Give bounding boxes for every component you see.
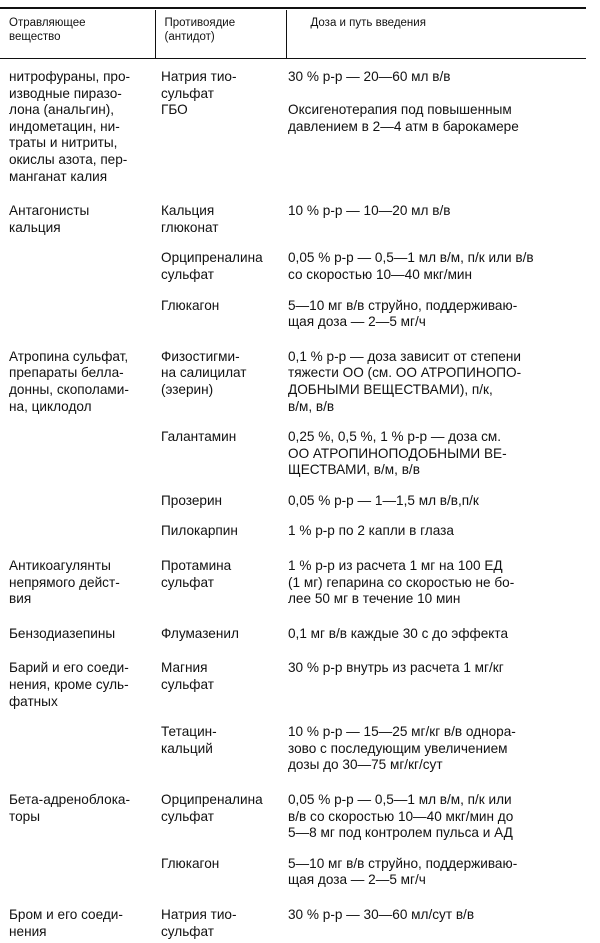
agent-cell: [0, 418, 155, 482]
antidote-cell: Магния сульфат: [161, 660, 214, 693]
agent-cell: нитрофураны, про- изводные пиразо- лона (анальгин), индометацин, ни- траты и нитриты, окислы азота, пер- манганат калия: [9, 69, 131, 184]
agent-cell: Бета-адреноблока- торы: [9, 792, 131, 824]
agent-cell: [0, 845, 155, 892]
dose-cell: 30 % р-р — 30—60 мл/сут в/в: [288, 906, 475, 922]
dose-cell: 5—10 мг в/в струйно, поддерживаю- щая доза — 2—5 мг/ч: [288, 297, 518, 330]
table-row: [0, 287, 586, 334]
agent-cell: Бром и его соеди- нения: [9, 906, 123, 939]
dose-cell: 30 % р-р — 20—60 мл в/в Оксигенотерапия под повышенным давлением в 2—4 атм в барокамере: [288, 69, 519, 134]
table-header-row: [0, 10, 586, 59]
table-row: [0, 845, 586, 892]
agent-cell: Барий и его соеди- нения, кроме суль- фатных: [9, 660, 129, 709]
antidote-cell: Глюкагон: [161, 297, 220, 313]
antidote-cell: Галантамин: [161, 429, 237, 445]
table-row: [0, 892, 586, 943]
agent-cell: Бензодиазепины: [9, 625, 116, 641]
dose-cell: 5—10 мг в/в струйно, поддерживаю- щая доза — 2—5 мг/ч: [288, 855, 518, 888]
dose-cell: 10 % р-р — 10—20 мл в/в: [288, 203, 451, 219]
antidote-cell: Натрия тио- сульфат: [161, 906, 237, 939]
antidote-cell: Прозерин: [161, 492, 223, 508]
dose-cell: 0,1 % р-р — доза зависит от степени тяжести ОО (см. ОО АТРОПИНОПО- ДОБНЫМИ ВЕЩЕСТВАМИ), п/к, в/м, в/в: [288, 348, 522, 414]
table-row: [0, 188, 586, 239]
antidote-table: [0, 10, 586, 943]
table-row: [0, 713, 586, 777]
antidote-cell: Натрия тио- сульфат ГБО: [161, 69, 237, 118]
table-row: [0, 59, 586, 189]
antidote-cell: Глюкагон: [161, 855, 220, 871]
dose-cell: 0,05 % р-р — 0,5—1 мл в/м, п/к или в/в со скоростью 10—40 мкг/мин: [288, 250, 534, 282]
agent-cell: Антикоагулянты непрямого дейст- вия: [9, 558, 120, 607]
dose-cell: 1 % р-р по 2 капли в глаза: [288, 523, 454, 539]
dose-cell: 1 % р-р из расчета 1 мг на 100 ЕД (1 мг) гепарина со скоростью не бо- лее 50 мг в течение 10 мин: [288, 558, 515, 607]
agent-cell: Антагонисты кальция: [9, 203, 90, 235]
dose-cell: 0,1 мг в/в каждые 30 с до эффекта: [288, 625, 509, 641]
header-agent: Отравляющее вещество: [0, 10, 155, 59]
header-dose: Доза и путь введения: [286, 10, 586, 59]
antidote-cell: Физостигми- на салицилат (эзерин): [161, 348, 247, 397]
agent-cell: [0, 713, 155, 777]
antidote-cell: Протамина сульфат: [161, 558, 232, 590]
table-top-rule: [0, 7, 586, 9]
table-row: [0, 482, 586, 513]
header-antidote: Противоядие (антидот): [155, 10, 286, 59]
table-row: [0, 645, 586, 713]
table-row: [0, 334, 586, 418]
dose-cell: 0,05 % р-р — 1—1,5 мл в/в,п/к: [288, 492, 479, 508]
dose-cell: 0,05 % р-р — 0,5—1 мл в/м, п/к или в/в со скоростью 10—40 мкг/мин до 5—8 мг под контролем пульса и АД: [288, 792, 514, 841]
antidote-cell: Кальция глюконат: [161, 203, 219, 235]
antidote-cell: Флумазенил: [161, 625, 239, 641]
agent-cell: [0, 482, 155, 513]
antidote-cell: Тетацин- кальций: [161, 724, 217, 756]
table-row: [0, 543, 586, 611]
table-row: [0, 512, 586, 543]
agent-cell: Атропина сульфат, препараты белла- донны, скополами- на, циклодол: [9, 348, 129, 414]
antidote-cell: Орципреналина сульфат: [161, 250, 263, 282]
antidote-cell: Пилокарпин: [161, 523, 238, 539]
dose-cell: 30 % р-р внутрь из расчета 1 мг/кг: [288, 660, 504, 676]
table-row: [0, 777, 586, 845]
dose-cell: 10 % р-р — 15—25 мг/кг в/в однора- зово с последующим увеличением дозы до 30—75 мг/кг/сут: [288, 724, 516, 773]
agent-cell: [0, 287, 155, 334]
table-row: [0, 418, 586, 482]
table-row: [0, 239, 586, 286]
agent-cell: [0, 512, 155, 543]
dose-cell: 0,25 %, 0,5 %, 1 % р-р — доза см. ОО АТРОПИНОПОДОБНЫМИ ВЕ- ЩЕСТВАМИ, в/м, в/в: [288, 429, 507, 478]
agent-cell: [0, 239, 155, 286]
table-row: [0, 611, 586, 646]
antidote-cell: Орципреналина сульфат: [161, 792, 263, 824]
